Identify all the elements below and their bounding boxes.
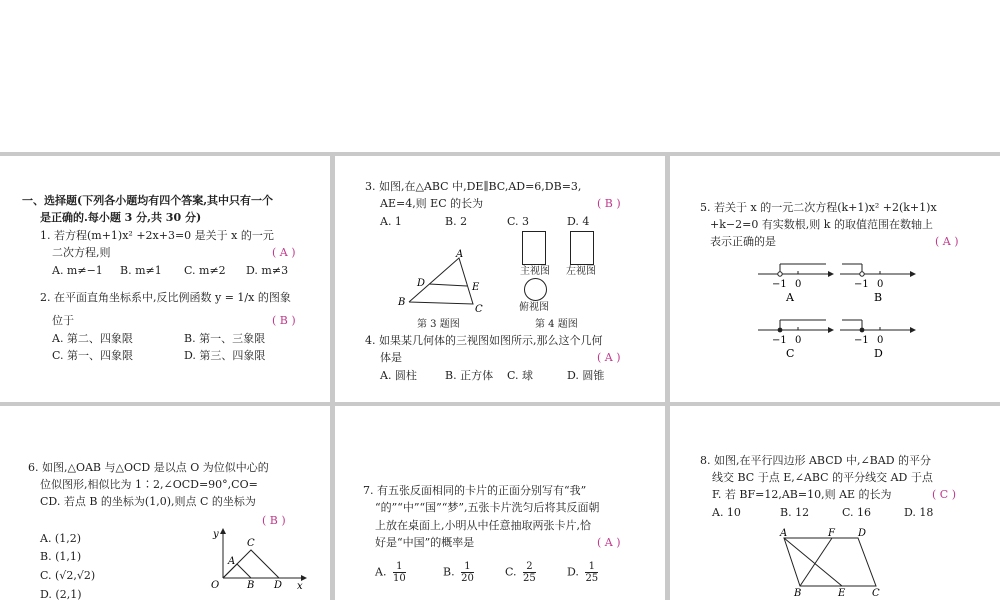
q5-a-label-neg1: −1	[772, 279, 787, 290]
q6-text: 6. 如图,△OAB 与△OCD 是以点 O 为位似中心的	[28, 461, 269, 474]
q5-text-cont: +k−2=0 有实数根,则 k 的取值范围在数轴上	[710, 218, 933, 231]
q2-option-a: A. 第二、四象限	[52, 332, 133, 345]
q8-label-c: C	[872, 588, 880, 599]
q8-label-d: D	[858, 528, 867, 539]
q1-option-b: B. m≠1	[120, 264, 162, 277]
q1-option-a: A. m≠−1	[52, 264, 103, 277]
q7-option-d-letter: D.	[567, 565, 579, 579]
q8-option-b: B. 12	[780, 506, 810, 519]
q4-top-view-label: 俯视图	[519, 302, 549, 313]
q4-text: 4. 如果某几何体的三视图如图所示,那么这个几何	[365, 334, 603, 347]
q7-option-c-numerator: 2	[523, 561, 536, 573]
q4-front-view-label: 主视图	[520, 266, 550, 277]
q8-option-a: A. 10	[712, 506, 741, 519]
q7-option-b-letter: B.	[443, 565, 455, 579]
q7-option-a-numerator: 1	[393, 561, 406, 573]
q5-b-label-0: 0	[877, 279, 884, 290]
q1-option-d: D. m≠3	[246, 264, 289, 277]
q2-option-d: D. 第三、四象限	[184, 349, 266, 362]
q3-text: 3. 如图,在△ABC 中,DE∥BC,AD=6,DB=3,	[365, 180, 582, 193]
panel-question-8	[670, 406, 1000, 600]
q7-text-cont3: 好是“中国”的概率是	[375, 536, 475, 549]
q1-text: 1. 若方程(m+1)x² +2x+3=0 是关于 x 的一元	[40, 229, 274, 242]
q8-label-b: B	[794, 588, 802, 599]
q3-option-b: B. 2	[445, 215, 468, 228]
q5-number-line-c	[758, 316, 838, 360]
q7-option-b-numerator: 1	[461, 561, 474, 573]
q4-front-view	[522, 231, 546, 265]
q3-text-cont: AE=4,则 EC 的长为	[380, 197, 484, 210]
q4-figure-caption: 第 4 题图	[535, 319, 578, 330]
q6-text-cont2: CD. 若点 B 的坐标为(1,0),则点 C 的坐标为	[40, 495, 256, 508]
q6-label-b: B	[247, 580, 255, 591]
q2-text: 2. 在平面直角坐标系中,反比例函数 y = 1/x 的图象	[40, 291, 291, 304]
q6-label-x: x	[297, 581, 303, 592]
q5-option-b: B	[874, 291, 883, 304]
q3-label-a: A	[456, 249, 464, 260]
q4-option-a: A. 圆柱	[380, 369, 417, 382]
q6-answer: ( B )	[262, 514, 286, 527]
q8-label-a: A	[780, 528, 788, 539]
q4-answer: ( A )	[597, 351, 621, 364]
q6-label-o: O	[211, 580, 220, 591]
q2-text-cont: 位于	[52, 314, 74, 327]
q8-label-e: E	[838, 588, 846, 599]
q4-option-c: C. 球	[507, 369, 534, 382]
q6-text-cont: 位似图形,相似比为 1∶2,∠OCD=90°,CO=	[40, 478, 258, 491]
q7-option-b-denominator: 20	[461, 573, 474, 584]
q3-answer: ( B )	[597, 197, 621, 210]
q7-text-cont: “的”“中”“国”“梦”,五张卡片洗匀后将其反面朝	[375, 501, 600, 514]
q7-option-a-fraction	[393, 561, 406, 584]
q2-answer: ( B )	[272, 314, 296, 327]
q3-figure-caption: 第 3 题图	[417, 319, 460, 330]
q6-option-c: C. (√2,√2)	[40, 569, 96, 582]
q4-text-cont: 体是	[380, 351, 402, 364]
q5-a-label-0: 0	[795, 279, 802, 290]
panel-question-6	[0, 406, 330, 600]
q3-triangle-figure	[395, 248, 495, 318]
q5-option-c: C	[786, 347, 795, 360]
q6-label-y: y	[213, 529, 219, 540]
q1-answer: ( A )	[272, 246, 296, 259]
q5-answer: ( A )	[935, 235, 959, 248]
q5-text: 5. 若关于 x 的一元二次方程(k+1)x² +2(k+1)x	[700, 201, 937, 214]
q3-option-c: C. 3	[507, 215, 530, 228]
q8-option-c: C. 16	[842, 506, 872, 519]
q7-option-d-denominator: 25	[585, 573, 599, 584]
section-title-cont: 是正确的.每小题 3 分,共 30 分)	[40, 211, 202, 224]
q6-option-b: B. (1,1)	[40, 550, 82, 563]
q7-option-d-fraction	[585, 561, 598, 584]
q5-number-line-d	[840, 316, 920, 360]
q3-option-a: A. 1	[380, 215, 402, 228]
q5-b-label-neg1: −1	[854, 279, 869, 290]
q7-option-b	[443, 561, 474, 584]
q5-option-a: A	[786, 291, 794, 304]
panel-question-7	[335, 406, 665, 600]
q5-d-label-neg1: −1	[854, 335, 869, 346]
q3-label-d: D	[417, 278, 426, 289]
q8-option-d: D. 18	[904, 506, 934, 519]
section-title: 一、选择题(下列各小题均有四个答案,其中只有一个	[22, 194, 274, 207]
q7-option-a-denominator: 10	[392, 573, 406, 584]
q4-side-view	[570, 231, 594, 265]
panel-questions-3-4	[335, 156, 665, 402]
q7-option-b-fraction	[461, 561, 474, 584]
q5-c-label-0: 0	[795, 335, 802, 346]
q5-c-label-neg1: −1	[772, 335, 787, 346]
q5-number-line-b	[840, 260, 920, 304]
q8-parallelogram-figure	[776, 526, 896, 598]
q7-option-c-letter: C.	[505, 565, 517, 579]
q7-option-c-fraction	[523, 561, 536, 584]
q1-text-cont: 二次方程,则	[52, 246, 111, 259]
q6-option-d: D. (2,1)	[40, 588, 82, 600]
q8-text-cont2: F. 若 BF=12,AB=10,则 AE 的长为	[712, 488, 892, 501]
q7-text-cont2: 上放在桌面上,小明从中任意抽取两张卡片,恰	[375, 519, 591, 532]
q6-label-a: A	[228, 556, 236, 567]
q7-option-c-denominator: 25	[523, 573, 536, 584]
q8-label-f: F	[828, 528, 835, 539]
q4-option-b: B. 正方体	[445, 369, 494, 382]
q7-answer: ( A )	[597, 536, 621, 549]
q4-option-d: D. 圆锥	[567, 369, 605, 382]
q4-side-view-label: 左视图	[566, 266, 596, 277]
q6-label-d: D	[274, 580, 283, 591]
q8-answer: ( C )	[932, 488, 956, 501]
q4-top-view	[524, 278, 547, 301]
q5-d-label-0: 0	[877, 335, 884, 346]
q5-number-line-a	[758, 260, 838, 304]
q6-option-a: A. (1,2)	[40, 532, 82, 545]
q3-label-b: B	[398, 297, 406, 308]
q8-text: 8. 如图,在平行四边形 ABCD 中,∠BAD 的平分	[700, 454, 932, 467]
q3-option-d: D. 4	[567, 215, 590, 228]
q5-text-cont2: 表示正确的是	[710, 235, 776, 248]
q7-option-c	[505, 561, 536, 584]
q6-coordinate-figure	[205, 528, 315, 600]
q3-label-e: E	[472, 282, 480, 293]
q7-text: 7. 有五张反面相同的卡片的正面分别写有“我”	[363, 484, 587, 497]
q2-option-b: B. 第一、三象限	[184, 332, 266, 345]
q7-option-a	[375, 561, 406, 584]
q5-option-d: D	[874, 347, 883, 360]
q8-text-cont: 线交 BC 于点 E,∠ABC 的平分线交 AD 于点	[712, 471, 933, 484]
q6-label-c: C	[247, 538, 255, 549]
panel-question-5	[670, 156, 1000, 402]
q7-option-d	[567, 561, 598, 584]
top-blank-area	[0, 0, 1000, 152]
q7-option-d-numerator: 1	[585, 561, 598, 573]
q1-option-c: C. m≠2	[184, 264, 226, 277]
q3-label-c: C	[475, 304, 483, 315]
panel-questions-1-2	[0, 156, 330, 402]
q7-option-a-letter: A.	[375, 565, 387, 579]
q2-option-c: C. 第一、四象限	[52, 349, 134, 362]
